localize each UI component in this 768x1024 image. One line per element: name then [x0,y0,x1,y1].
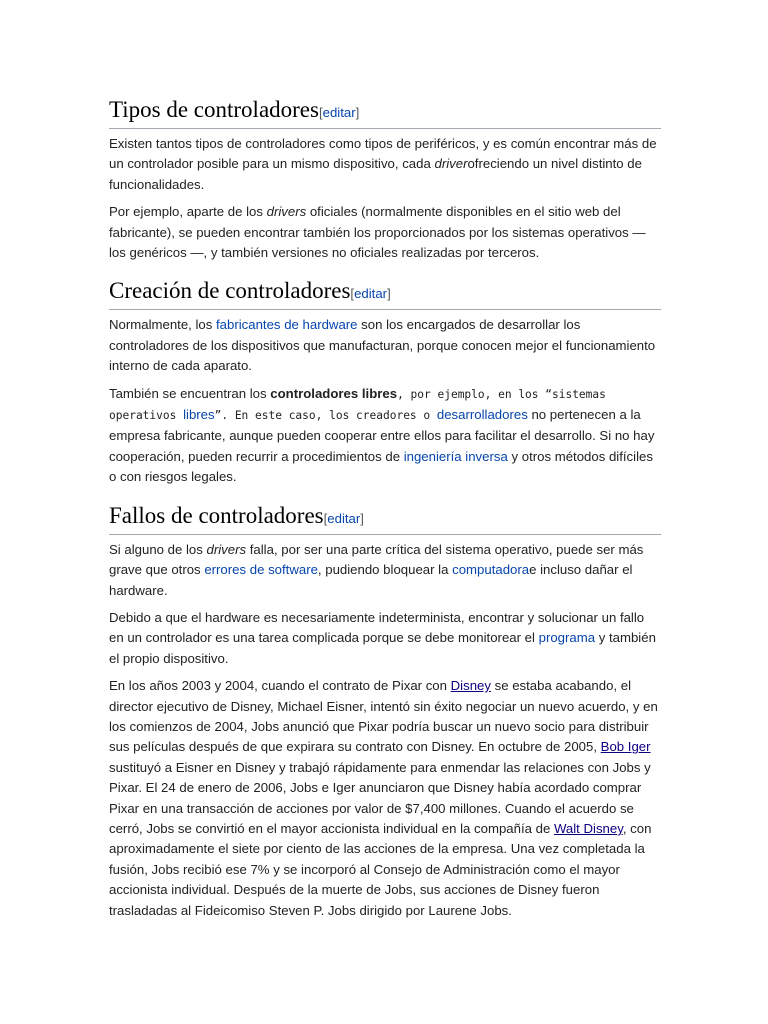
section-heading-tipos [109,96,661,129]
link-disney[interactable]: Disney [450,678,491,694]
section-title: Tipos de controladores [109,97,319,122]
paragraph: También se encuentran los controladores libres, por ejemplo, en los “sistemas operativos libres”. En este caso, los creadores o desarrolladores no pertenecen a la empresa fabricante, aunque pueden cooperar entre ellos para facilitar el desarrollo. Si no hay cooperación, pueden recurrir a procedimientos de ingeniería inversa y otros métodos difíciles o con riesgos legales. [109,385,655,485]
paragraph: En los años 2003 y 2004, cuando el contrato de Pixar con Disney se estaba acabando, el director ejecutivo de Disney, Michael Eisner, intentó sin éxito negociar un nuevo acuerdo, y en los comienzos de 2004, Jobs anunció que Pixar podría buscar un nuevo socio para distribuir sus películas después de que expirara su contrato con Disney. En octubre de 2005, Bob Iger sustituyó a Eisner en Disney y trabajó rápidamente para enmendar las relaciones con Jobs y Pixar. El 24 de enero de 2006, Jobs e Iger anunciaron que Disney había acordado comprar Pixar en una transacción de acciones por valor de $7,400 millones. Cuando el acuerdo se cerró, Jobs se convirtió en el mayor accionista individual en la compañía de Walt Disney, con aproximadamente el siete por ciento de las acciones de la empresa. Una vez completada la fusión, Jobs recibió ese 7% y se incorporó al Consejo de Administración como el mayor accionista individual. Después de la muerte de Jobs, sus acciones de Disney fueron trasladadas al Fideicomiso Steven P. Jobs dirigido por Laurene Jobs. [109,678,658,918]
edit-section-link[interactable]: editar [322,105,356,120]
bold-term: controladores libres [270,385,398,401]
edit-section-wrapper: [editar] [318,105,360,120]
link-fabricantes-de-hardware[interactable]: fabricantes de hardware [216,317,358,333]
italic-term: drivers [206,541,247,557]
section-title: Fallos de controladores [109,502,324,528]
paragraph: Por ejemplo, aparte de los drivers oficiales (normalmente disponibles en el sitio web del fabricante), se pueden encontrar también los proporcionados por los sistemas operativos — los genéricos —, y también versiones no oficiales realizadas por terceros. [109,204,646,261]
section-heading-creacion [109,277,661,310]
link-libres[interactable]: libres [183,407,215,423]
link-computadora[interactable]: computadora [452,562,530,578]
link-errores-de-software[interactable]: errores de software [204,562,318,578]
paragraph: Normalmente, los fabricantes de hardware son los encargados de desarrollar los controladores de los dispositivos que manufacturan, porque conocen mejor el funcionamiento interno de cada aparato. [109,317,656,374]
link-walt-disney[interactable]: Walt Disney [553,820,623,836]
italic-term: drivers [266,204,307,220]
paragraph: Si alguno de los drivers falla, por ser una parte crítica del sistema operativo, puede ser más grave que otros errores de software, pudiendo bloquear la computadorae incluso dañar el hardware. [109,541,644,598]
link-programa[interactable]: programa [538,630,596,646]
edit-section-link[interactable]: editar [327,510,361,526]
article-content [109,96,661,928]
section-title: Creación de controladores [109,278,351,304]
paragraph: Existen tantos tipos de controladores como tipos de periféricos, y es común encontrar más de un controlador posible para un mismo dispositivo, cada driverofreciendo un nivel distinto de funcionalidades. [109,136,657,192]
italic-term: driver [434,156,468,172]
edit-section-wrapper: [editar] [350,286,391,302]
link-desarrolladores[interactable]: desarrolladores [436,407,528,423]
paragraph: Debido a que el hardware es necesariamente indeterminista, encontrar y solucionar un fallo en un controlador es una tarea complicada porque se debe monitorear el programa y también el propio dispositivo. [109,609,656,666]
link-bob-iger[interactable]: Bob Iger [600,739,651,755]
link-ingenieria-inversa[interactable]: ingeniería inversa [403,448,508,464]
edit-section-link[interactable]: editar [354,286,388,302]
section-heading-fallos [109,502,661,535]
edit-section-wrapper: [editar] [323,510,364,526]
